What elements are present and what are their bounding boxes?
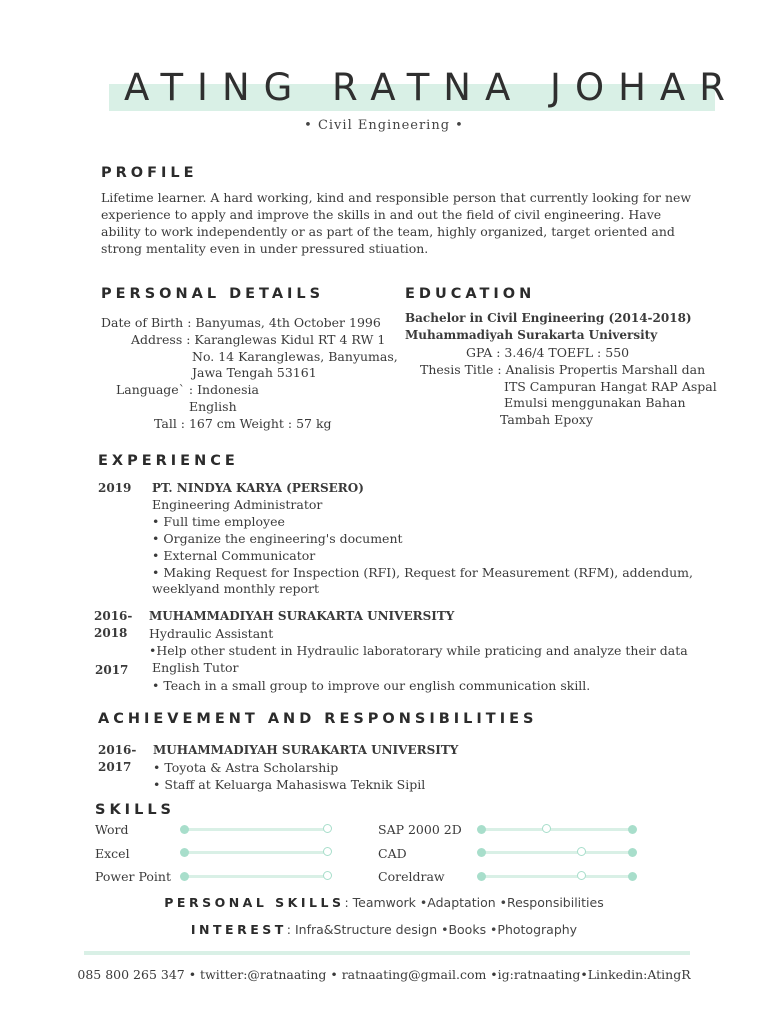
skill-level-marker [323, 847, 332, 856]
job-bullet: • Organize the engineering's document [152, 531, 403, 546]
achievement-bullet: • Staff at Keluarga Mahasiswa Teknik Sipil [153, 777, 426, 792]
address-line: Jawa Tengah 53161 [192, 365, 317, 380]
skill-track [184, 851, 328, 854]
job-bullet: • Making Request for Inspection (RFI), Request for Measurement (RFM), addendum, [152, 565, 693, 580]
skill-start-dot [477, 872, 486, 881]
interest-text: : Infra&Structure design •Books •Photography [286, 922, 578, 937]
job-company: MUHAMMADIYAH SURAKARTA UNIVERSITY [149, 609, 455, 623]
skill-track [481, 828, 632, 831]
skill-label: CAD [378, 846, 407, 861]
interest-label: INTEREST [190, 922, 287, 937]
profile-line: experience to apply and improve the skills in and out the field of civil engineering. Have [101, 207, 662, 222]
achievement-heading: ACHIEVEMENT AND RESPONSIBILITIES [98, 711, 538, 727]
profile-line: Lifetime learner. A hard working, kind and responsible person that currently looking for new [101, 190, 692, 205]
job-year: 2016- [94, 609, 133, 623]
personal-skills-line [0, 895, 768, 910]
gpa-toefl: GPA : 3.46/4 TOEFL : 550 [466, 345, 630, 360]
job-bullet: • Teach in a small group to improve our english communication skill. [152, 678, 591, 693]
candidate-name: ATING RATNA JOHAR [124, 66, 739, 109]
skill-start-dot [477, 848, 486, 857]
achievement-year: 2017 [98, 760, 132, 774]
thesis-line: ITS Campuran Hangat RAP Aspal [504, 379, 717, 394]
skill-end-dot [628, 848, 637, 857]
language-line: English [189, 399, 237, 414]
job-title: • Civil Engineering • [304, 118, 464, 133]
personal-skills-label: PERSONAL SKILLS [164, 895, 345, 910]
job-bullet: weeklyand monthly report [152, 581, 320, 596]
thesis-line: Tambah Epoxy [500, 412, 593, 427]
job-year: 2018 [94, 626, 128, 640]
experience-heading: EXPERIENCE [98, 453, 239, 469]
job-year: 2017 [95, 663, 129, 677]
achievement-bullet: • Toyota & Astra Scholarship [153, 760, 339, 775]
date-of-birth: Date of Birth : Banyumas, 4th October 1996 [101, 315, 381, 330]
profile-line: ability to work independently or as part of the team, highly organized, target oriented and [101, 224, 675, 239]
skill-track [481, 875, 632, 878]
job-role: English Tutor [152, 660, 239, 675]
skill-track [184, 875, 328, 878]
job-company: PT. NINDYA KARYA (PERSERO) [152, 481, 364, 495]
skill-start-dot [180, 825, 189, 834]
university: Muhammadiyah Surakarta University [405, 328, 658, 342]
job-role: Hydraulic Assistant [149, 626, 274, 641]
job-role: Engineering Administrator [152, 497, 323, 512]
profile-heading: PROFILE [101, 165, 198, 181]
skill-end-dot [628, 872, 637, 881]
skill-track [184, 828, 328, 831]
profile-line: strong mentality even in under pressured stiuation. [101, 241, 429, 256]
skill-level-marker [577, 847, 586, 856]
job-bullet: •Help other student in Hydraulic laboratorary while praticing and analyze their data [149, 643, 688, 658]
skill-label: Coreldraw [378, 869, 445, 884]
footer-divider [84, 951, 690, 955]
skill-track [481, 851, 632, 854]
skill-label: Word [95, 822, 129, 837]
job-bullet: • External Communicator [152, 548, 316, 563]
skill-start-dot [180, 872, 189, 881]
achievement-org: MUHAMMADIYAH SURAKARTA UNIVERSITY [153, 743, 459, 757]
skill-level-marker [323, 824, 332, 833]
skill-start-dot [180, 848, 189, 857]
skill-level-marker [323, 871, 332, 880]
thesis-line: Thesis Title : Analisis Propertis Marshall dan [420, 362, 706, 377]
personal-details-heading: PERSONAL DETAILS [101, 286, 325, 302]
personal-skills-text: : Teamwork •Adaptation •Responsibilities [344, 895, 604, 910]
address-line: Address : Karanglewas Kidul RT 4 RW 1 [131, 332, 386, 347]
job-year: 2019 [98, 481, 132, 495]
achievement-year: 2016- [98, 743, 137, 757]
height-weight: Tall : 167 cm Weight : 57 kg [154, 416, 332, 431]
interest-line [0, 922, 768, 937]
contact-info: 085 800 265 347 • twitter:@ratnaating • ratnaating@gmail.com •ig:ratnaating•Linkedin:AtingR [77, 967, 691, 982]
skill-start-dot [477, 825, 486, 834]
address-line: No. 14 Karanglewas, Banyumas, [192, 349, 398, 364]
skill-label: Excel [95, 846, 130, 861]
skills-heading: SKILLS [95, 802, 175, 818]
degree: Bachelor in Civil Engineering (2014-2018) [405, 311, 692, 325]
job-bullet: • Full time employee [152, 514, 285, 529]
language-line: Language` : Indonesia [116, 382, 259, 397]
skill-label: SAP 2000 2D [378, 822, 462, 837]
education-heading: EDUCATION [405, 286, 536, 302]
skill-end-dot [628, 825, 637, 834]
thesis-line: Emulsi menggunakan Bahan [504, 395, 686, 410]
skill-level-marker [542, 824, 551, 833]
skill-label: Power Point [95, 869, 171, 884]
skill-level-marker [577, 871, 586, 880]
